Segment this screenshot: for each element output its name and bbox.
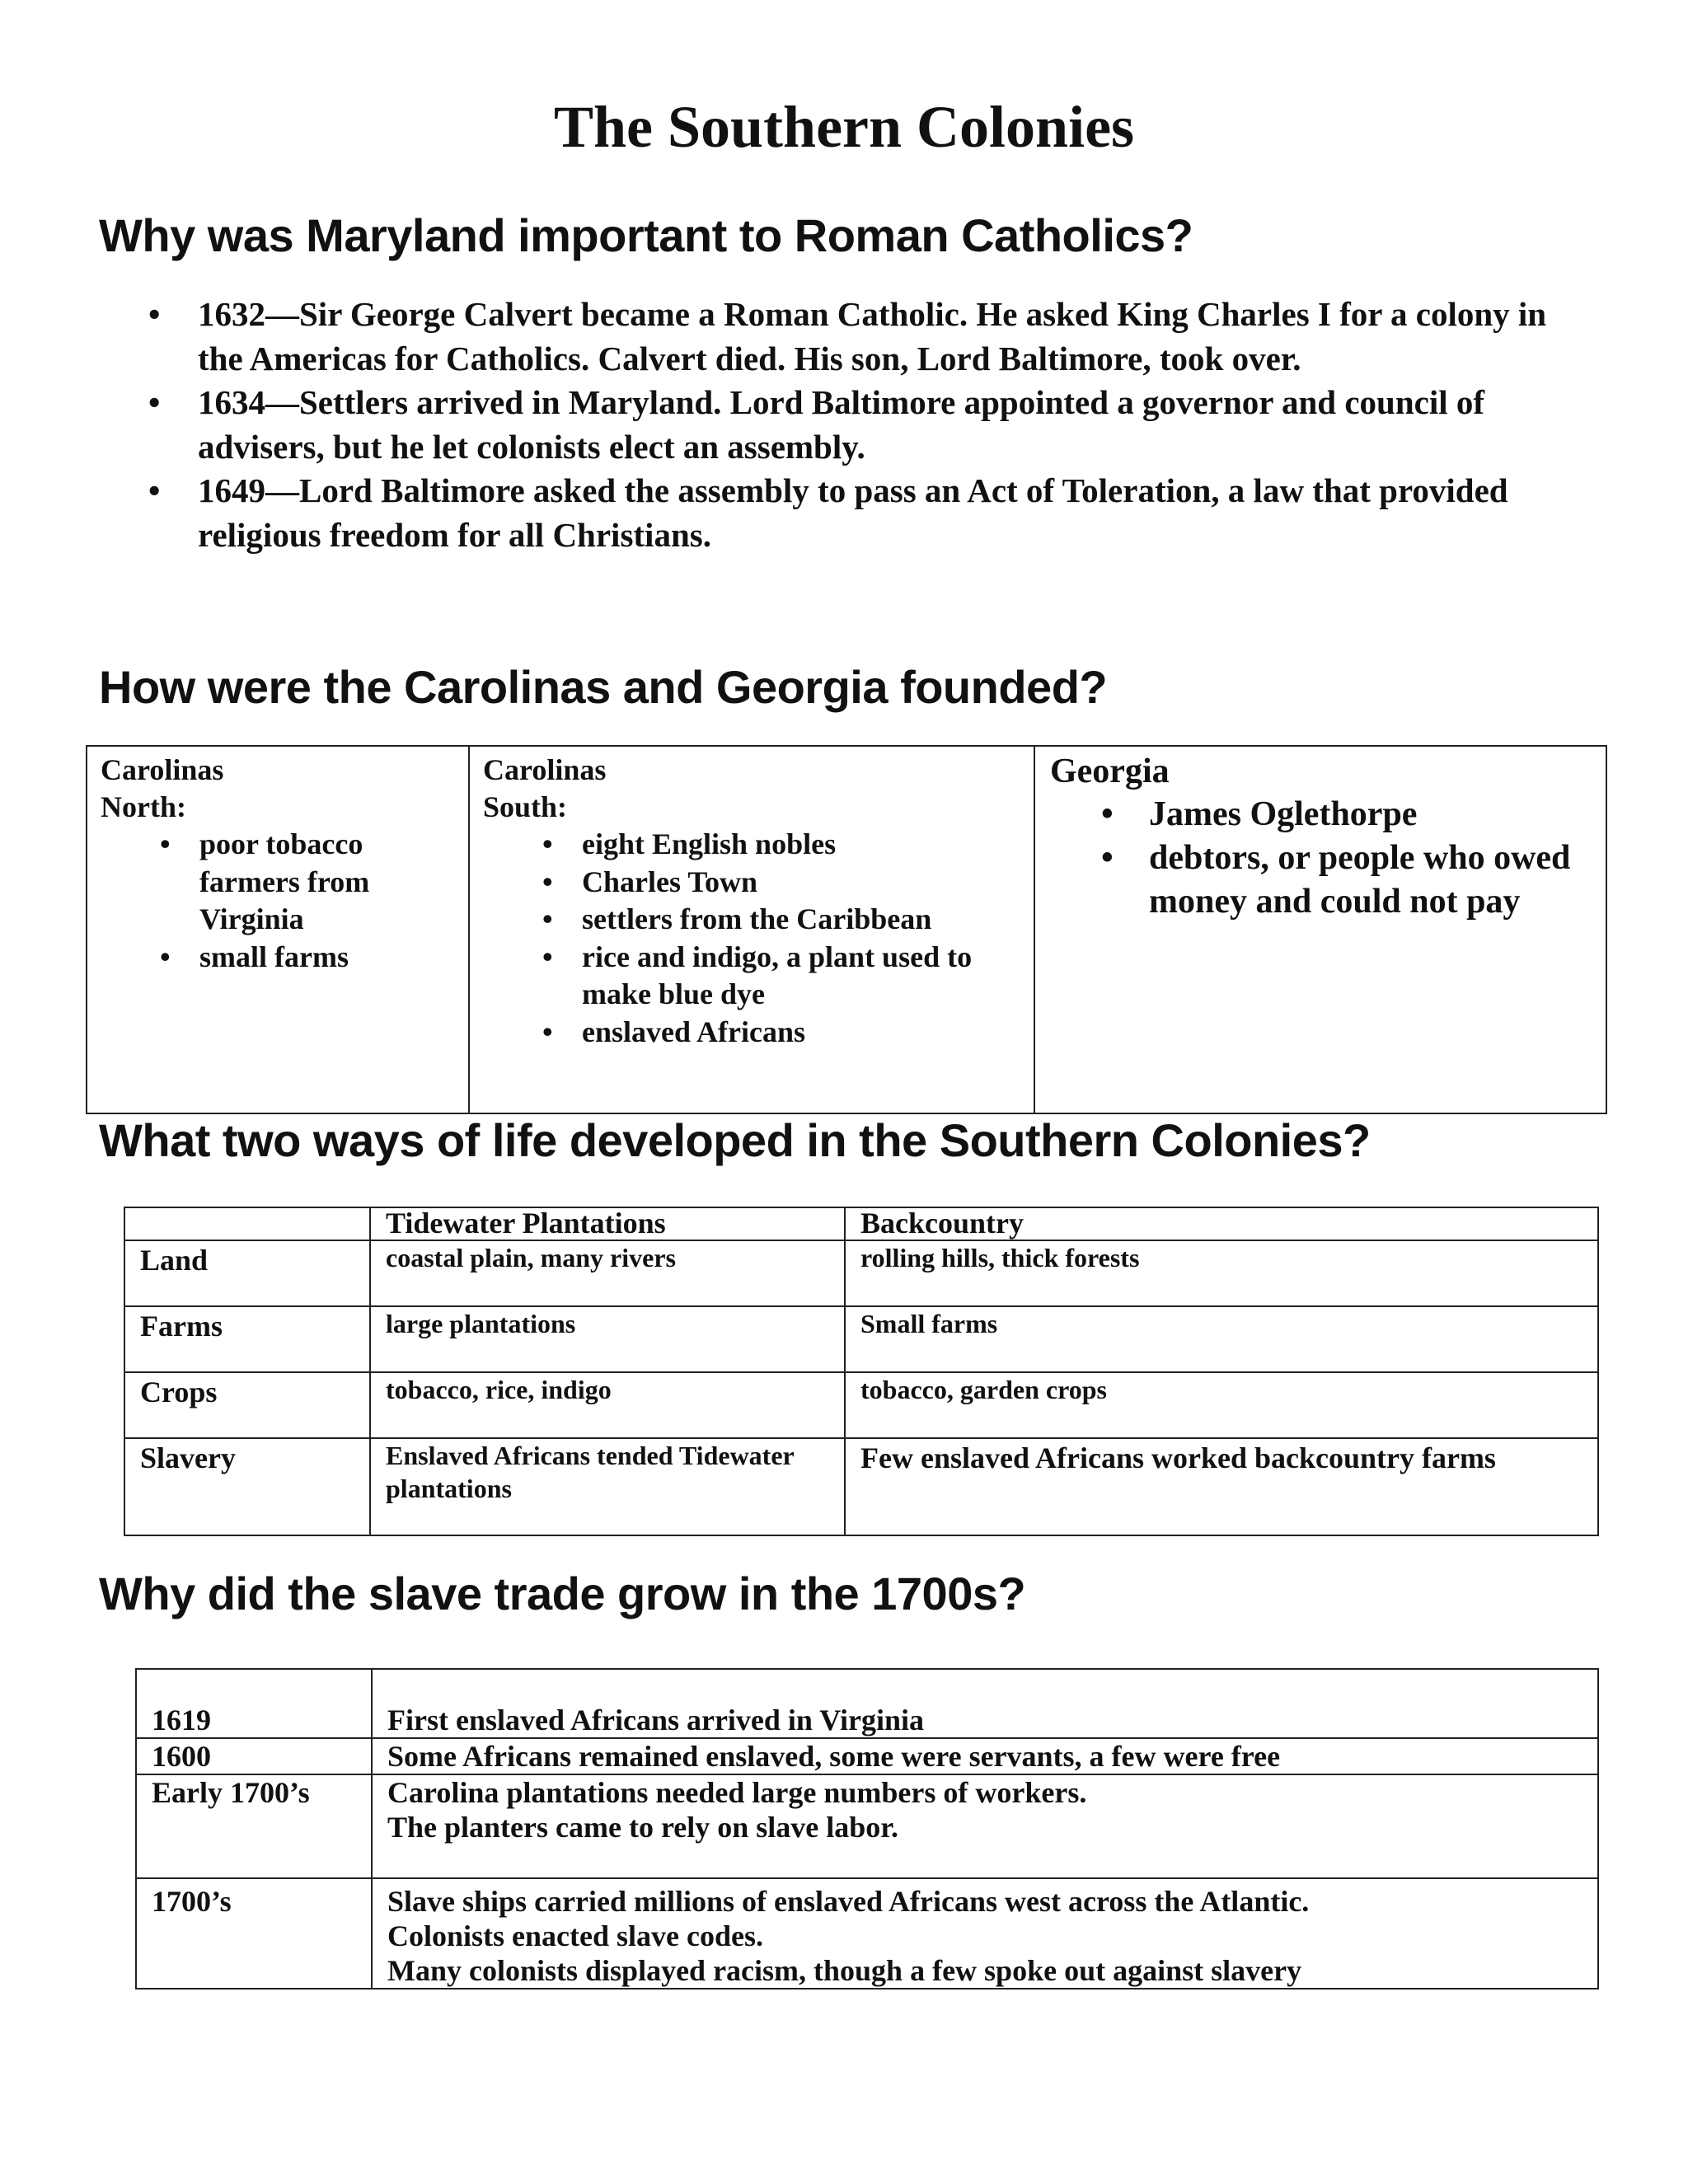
cell-subtitle: South: (483, 790, 568, 823)
table-row (136, 1878, 1598, 1989)
slave-trade-heading: Why did the slave trade grow in the 1700s? (99, 1568, 1026, 1619)
ways-of-life-heading: What two ways of life developed in the Southern Colonies? (99, 1114, 1371, 1166)
table-cell: tobacco, rice, indigo (370, 1372, 845, 1438)
south-list (483, 826, 1034, 1051)
table-cell: rolling hills, thick forests (845, 1240, 1598, 1306)
event-cell (372, 1774, 1598, 1878)
georgia-cell (1034, 746, 1606, 1113)
header-cell: Backcountry (845, 1207, 1598, 1240)
cell-title: Georgia (1050, 752, 1170, 790)
list-item: • 1649—Lord Baltimore asked the assembly to pass an Act of Toleration, a law that provided religious freedom for all Christians. (148, 469, 1582, 557)
ways-of-life-table (124, 1207, 1599, 1536)
table-row (124, 1372, 1598, 1438)
year-cell: 1700’s (136, 1878, 372, 1989)
event-line: Colonists enacted slave codes. (387, 1919, 763, 1952)
event-cell (372, 1878, 1598, 1989)
list-item: • Charles Town (483, 864, 1034, 902)
header-cell: Tidewater Plantations (370, 1207, 845, 1240)
table-cell: Small farms (845, 1306, 1598, 1372)
row-label: Crops (124, 1372, 370, 1438)
table-row (124, 1240, 1598, 1306)
table-row (136, 1669, 1598, 1738)
list-item: • 1632—Sir George Calvert became a Roman Catholic. He asked King Charles I for a colony in the Americas for Catholics. Calvert died. His son, Lord Baltimore, took over. (148, 293, 1582, 381)
list-item: • settlers from the Caribbean (483, 901, 1034, 939)
event-cell: Some Africans remained enslaved, some were servants, a few were free (372, 1738, 1598, 1774)
list-item: • poor tobacco farmers from Virginia (101, 826, 381, 939)
event-line: Many colonists displayed racism, though a few spoke out against slavery (387, 1954, 1302, 1987)
list-item: • enslaved Africans (483, 1014, 1034, 1052)
row-label: Farms (124, 1306, 370, 1372)
row-label: Slavery (124, 1438, 370, 1535)
table-cell: large plantations (370, 1306, 845, 1372)
list-item: • debtors, or people who owed money and could not pay (1050, 837, 1578, 924)
slave-trade-table (135, 1668, 1599, 1990)
cell-title: Carolinas (483, 753, 607, 786)
event-line: Carolina plantations needed large numbers of workers. (387, 1776, 1087, 1809)
year-cell: 1600 (136, 1738, 372, 1774)
north-carolina-cell (87, 746, 469, 1113)
cell-subtitle: North: (101, 790, 186, 823)
maryland-heading: Why was Maryland important to Roman Catholics? (99, 209, 1193, 261)
year-cell: 1619 (136, 1669, 372, 1738)
table-row (136, 1774, 1598, 1878)
table-header-row (124, 1207, 1598, 1240)
north-list (101, 826, 468, 976)
year-cell: Early 1700’s (136, 1774, 372, 1878)
list-item: • rice and indigo, a plant used to make blue dye (483, 939, 1010, 1014)
table-row (124, 1438, 1598, 1535)
georgia-list (1050, 793, 1606, 924)
event-cell: First enslaved Africans arrived in Virginia (372, 1669, 1598, 1738)
founding-table (86, 745, 1607, 1114)
table-cell: Enslaved Africans tended Tidewater plantations (370, 1438, 845, 1535)
table-row (136, 1738, 1598, 1774)
table-cell: coastal plain, many rivers (370, 1240, 845, 1306)
table-cell: Few enslaved Africans worked backcountry farms (845, 1438, 1598, 1535)
table-cell: tobacco, garden crops (845, 1372, 1598, 1438)
list-item: • James Oglethorpe (1050, 793, 1606, 837)
header-cell (124, 1207, 370, 1240)
south-carolina-cell (469, 746, 1034, 1113)
list-item: • eight English nobles (483, 826, 1034, 864)
page-title: The Southern Colonies (553, 94, 1135, 160)
maryland-timeline (148, 293, 1582, 557)
table-row (124, 1306, 1598, 1372)
list-item: • small farms (101, 939, 468, 977)
event-line: The planters came to rely on slave labor. (387, 1811, 898, 1844)
row-label: Land (124, 1240, 370, 1306)
event-line: Slave ships carried millions of enslaved Africans west across the Atlantic. (387, 1885, 1310, 1918)
cell-title: Carolinas (101, 753, 224, 786)
list-item: • 1634—Settlers arrived in Maryland. Lord Baltimore appointed a governor and council of advisers, but he let colonists elect an assembly. (148, 381, 1582, 469)
founding-heading: How were the Carolinas and Georgia founded? (99, 661, 1108, 713)
